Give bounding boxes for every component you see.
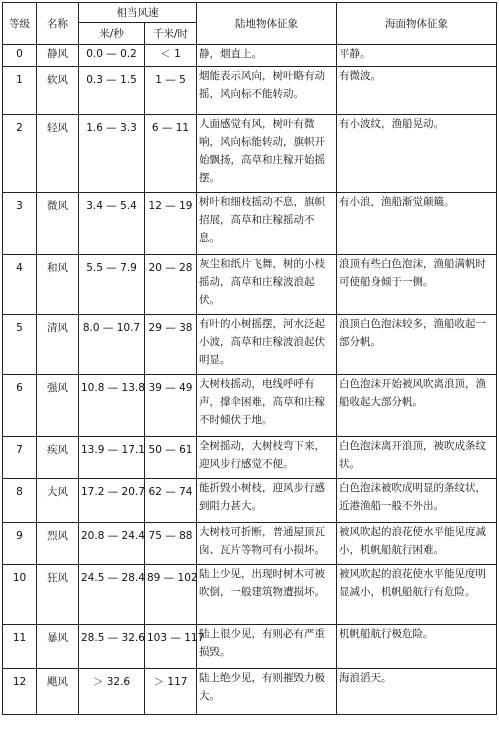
land-cell: 烟能表示风向，树叶略有动摇，风向标不能转动。 xyxy=(197,67,337,115)
speed-ms-cell: 5.5 — 7.9 xyxy=(79,255,145,315)
name-cell: 和风 xyxy=(37,255,79,315)
sea-cell: 有小浪，渔船渐觉颠簸。 xyxy=(337,193,497,255)
speed-kmh-cell: 20 — 28 xyxy=(145,255,197,315)
name-cell: 疾风 xyxy=(37,437,79,479)
sea-cell: 机帆船航行极危险。 xyxy=(337,625,497,669)
land-cell: 陆上绝少见，有则摧毁力极大。 xyxy=(197,669,337,715)
land-cell: 全树摇动，大树枝弯下来，迎风步行感觉不便。 xyxy=(197,437,337,479)
level-cell: 6 xyxy=(3,375,37,437)
land-cell: 大树枝可折断，普通屋顶瓦囱、瓦片等物可有小损坏。 xyxy=(197,523,337,565)
sea-cell: 白色泡沫被吹成明显的条纹状，近港渔船一般不外出。 xyxy=(337,479,497,523)
table-row xyxy=(3,565,497,625)
name-cell: 静风 xyxy=(37,45,79,67)
header-speed-kmh: 千米/时 xyxy=(145,23,197,45)
table-row xyxy=(3,45,497,67)
beaufort-wind-scale-table xyxy=(2,2,497,715)
name-cell: 暴风 xyxy=(37,625,79,669)
speed-ms-cell: 0.0 — 0.2 xyxy=(79,45,145,67)
table-row xyxy=(3,115,497,193)
speed-kmh-cell: 12 — 19 xyxy=(145,193,197,255)
name-cell: 清风 xyxy=(37,315,79,375)
level-cell: 4 xyxy=(3,255,37,315)
level-cell: 11 xyxy=(3,625,37,669)
speed-ms-cell: 8.0 — 10.7 xyxy=(79,315,145,375)
level-cell: 3 xyxy=(3,193,37,255)
speed-ms-cell: ＞ 32.6 xyxy=(79,669,145,715)
speed-kmh-cell: ＜ 1 xyxy=(145,45,197,67)
name-cell: 飓风 xyxy=(37,669,79,715)
table-row xyxy=(3,523,497,565)
header-sea: 海面物体征象 xyxy=(337,3,497,45)
speed-ms-cell: 20.8 — 24.4 xyxy=(79,523,145,565)
header-level: 等级 xyxy=(3,3,37,45)
table-row xyxy=(3,669,497,715)
name-cell: 狂风 xyxy=(37,565,79,625)
level-cell: 0 xyxy=(3,45,37,67)
header-speed-ms: 米/秒 xyxy=(79,23,145,45)
speed-ms-cell: 28.5 — 32.6 xyxy=(79,625,145,669)
header-land: 陆地物体征象 xyxy=(197,3,337,45)
sea-cell: 有微波。 xyxy=(337,67,497,115)
speed-ms-cell: 17.2 — 20.7 xyxy=(79,479,145,523)
name-cell: 烈风 xyxy=(37,523,79,565)
land-cell: 人面感觉有风，树叶有微响，风向标能转动，旗帜开始飘扬，高草和庄稼开始摇摆。 xyxy=(197,115,337,193)
land-cell: 大树枝摇动，电线呼呼有声，撑伞困难，高草和庄稼不时倾伏于地。 xyxy=(197,375,337,437)
name-cell: 强风 xyxy=(37,375,79,437)
table-row xyxy=(3,437,497,479)
sea-cell: 海浪滔天。 xyxy=(337,669,497,715)
speed-ms-cell: 13.9 — 17.1 xyxy=(79,437,145,479)
table-row xyxy=(3,625,497,669)
table-row xyxy=(3,375,497,437)
level-cell: 12 xyxy=(3,669,37,715)
speed-kmh-cell: 62 — 74 xyxy=(145,479,197,523)
name-cell: 大风 xyxy=(37,479,79,523)
header-name: 名称 xyxy=(37,3,79,45)
sea-cell: 白色泡沫开始被风吹离浪顶，渔船收起大部分帆。 xyxy=(337,375,497,437)
sea-cell: 浪顶白色泡沫较多，渔船收起一部分帆。 xyxy=(337,315,497,375)
level-cell: 7 xyxy=(3,437,37,479)
level-cell: 5 xyxy=(3,315,37,375)
speed-kmh-cell: 103 — 117 xyxy=(145,625,197,669)
name-cell: 微风 xyxy=(37,193,79,255)
level-cell: 9 xyxy=(3,523,37,565)
speed-kmh-cell: 39 — 49 xyxy=(145,375,197,437)
sea-cell: 平静。 xyxy=(337,45,497,67)
speed-kmh-cell: 6 — 11 xyxy=(145,115,197,193)
land-cell: 有叶的小树摇摆，河水泛起小波，高草和庄稼波浪起伏明显。 xyxy=(197,315,337,375)
speed-kmh-cell: 75 — 88 xyxy=(145,523,197,565)
land-cell: 树叶和细枝摇动不息，旗帜招展，高草和庄稼摇动不息。 xyxy=(197,193,337,255)
table-row xyxy=(3,479,497,523)
land-cell: 陆上很少见，有则必有严重损毁。 xyxy=(197,625,337,669)
speed-ms-cell: 3.4 — 5.4 xyxy=(79,193,145,255)
table-row xyxy=(3,315,497,375)
speed-ms-cell: 1.6 — 3.3 xyxy=(79,115,145,193)
level-cell: 10 xyxy=(3,565,37,625)
speed-kmh-cell: 29 — 38 xyxy=(145,315,197,375)
speed-ms-cell: 0.3 — 1.5 xyxy=(79,67,145,115)
name-cell: 轻风 xyxy=(37,115,79,193)
speed-kmh-cell: 1 — 5 xyxy=(145,67,197,115)
level-cell: 1 xyxy=(3,67,37,115)
sea-cell: 浪顶有些白色泡沫，渔船满帆时可使船身倾于一侧。 xyxy=(337,255,497,315)
land-cell: 能折毁小树枝，迎风步行感到阻力甚大。 xyxy=(197,479,337,523)
land-cell: 陆上少见，出现时树木可被吹倒，一般建筑物遭损坏。 xyxy=(197,565,337,625)
land-cell: 灰尘和纸片飞舞，树的小枝摇动，高草和庄稼波浪起伏。 xyxy=(197,255,337,315)
name-cell: 软风 xyxy=(37,67,79,115)
speed-kmh-cell: ＞ 117 xyxy=(145,669,197,715)
sea-cell: 有小波纹，渔船晃动。 xyxy=(337,115,497,193)
speed-kmh-cell: 50 — 61 xyxy=(145,437,197,479)
table-row xyxy=(3,193,497,255)
land-cell: 静，烟直上。 xyxy=(197,45,337,67)
level-cell: 8 xyxy=(3,479,37,523)
header-speed: 相当风速 xyxy=(79,3,197,23)
level-cell: 2 xyxy=(3,115,37,193)
table-row xyxy=(3,255,497,315)
sea-cell: 被风吹起的浪花使水平能见度减小，机帆船航行困难。 xyxy=(337,523,497,565)
speed-ms-cell: 10.8 — 13.8 xyxy=(79,375,145,437)
sea-cell: 白色泡沫离开浪顶，被吹成条纹状。 xyxy=(337,437,497,479)
table-row xyxy=(3,67,497,115)
speed-ms-cell: 24.5 — 28.4 xyxy=(79,565,145,625)
speed-kmh-cell: 89 — 102 xyxy=(145,565,197,625)
sea-cell: 被风吹起的浪花使水平能见度明显减小，机帆船航行有危险。 xyxy=(337,565,497,625)
